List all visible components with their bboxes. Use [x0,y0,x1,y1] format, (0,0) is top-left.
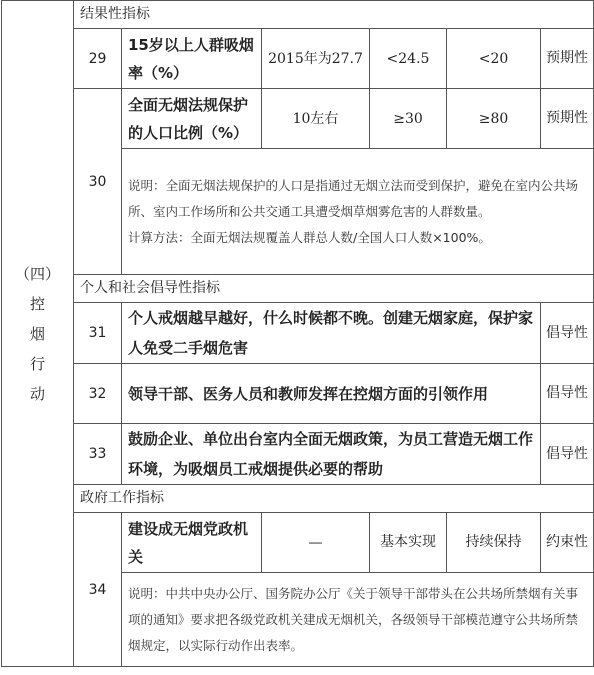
baseline-value: — [262,513,370,573]
category-label-line: 行 [29,354,45,373]
target-2030-value: 持续保持 [447,513,541,573]
table-row [2,303,594,364]
target-2022-value: <24.5 [370,29,447,89]
category-label-line: 动 [29,384,45,403]
target-2022-value: 基本实现 [370,513,447,573]
row-number: 29 [74,29,122,89]
row-number: 32 [74,364,122,424]
indicator-nature: 预期性 [541,29,594,89]
note-text: 说明：中共中央办公厅、国务院办公厅《关于领导干部带头在公共场所禁烟有关事项的通知》要求把各级党政机关建成无烟机关，各级领导干部模范遵守公共场所禁烟规定，以实际行动作出表率。 [128,585,579,653]
section-header-government: 政府工作指标 [74,485,594,513]
baseline-value: 2015年为27.7 [262,29,370,89]
target-2030-value: ≥80 [447,89,541,149]
category-label-line: （四） [14,264,60,283]
category-label-line: 控 [29,294,45,313]
section-header-advocacy: 个人和社会倡导性指标 [74,275,594,303]
row-number: 31 [74,303,122,364]
table-row [2,89,594,149]
note-text: 说明：全面无烟法规保护的人口是指通过无烟立法而受到保护，避免在室内公共场所、室内工作场所和公共交通工具遭受烟草烟雾危害的人群数量。 [128,177,579,219]
baseline-value: 10左右 [262,89,370,149]
target-2030-value: <20 [447,29,541,89]
advocacy-text: 鼓励企业、单位出台室内全面无烟政策，为员工营造无烟工作环境，为吸烟员工戒烟提供必要的帮助 [122,424,541,485]
category-cell [2,1,74,667]
row-number: 33 [74,424,122,485]
indicator-nature: 约束性 [541,513,594,573]
indicator-nature: 倡导性 [541,424,594,485]
note-cell [122,149,594,275]
target-2022-value: ≥30 [370,89,447,149]
note-cell [122,573,594,667]
indicator-name: 15岁以上人群吸烟率（%） [122,29,262,89]
advocacy-text: 领导干部、医务人员和教师发挥在控烟方面的引领作用 [122,364,541,424]
formula-text: 计算方法：全面无烟法规覆盖人群总人数/全国人口人数×100%。 [128,229,491,245]
row-number: 30 [74,89,122,275]
indicator-nature: 预期性 [541,89,594,149]
category-label-line: 烟 [29,324,45,343]
table-row [2,424,594,485]
advocacy-text: 个人戒烟越早越好，什么时候都不晚。创建无烟家庭，保护家人免受二手烟危害 [122,303,541,364]
row-number: 34 [74,513,122,667]
indicator-name: 建设成无烟党政机关 [122,513,262,573]
tobacco-control-indicator-table [1,0,594,667]
indicator-nature: 倡导性 [541,364,594,424]
section-header-result: 结果性指标 [74,1,594,29]
table-row [2,513,594,573]
table-row [2,364,594,424]
table-row [2,29,594,89]
indicator-nature: 倡导性 [541,303,594,364]
indicator-name: 全面无烟法规保护的人口比例（%） [122,89,262,149]
